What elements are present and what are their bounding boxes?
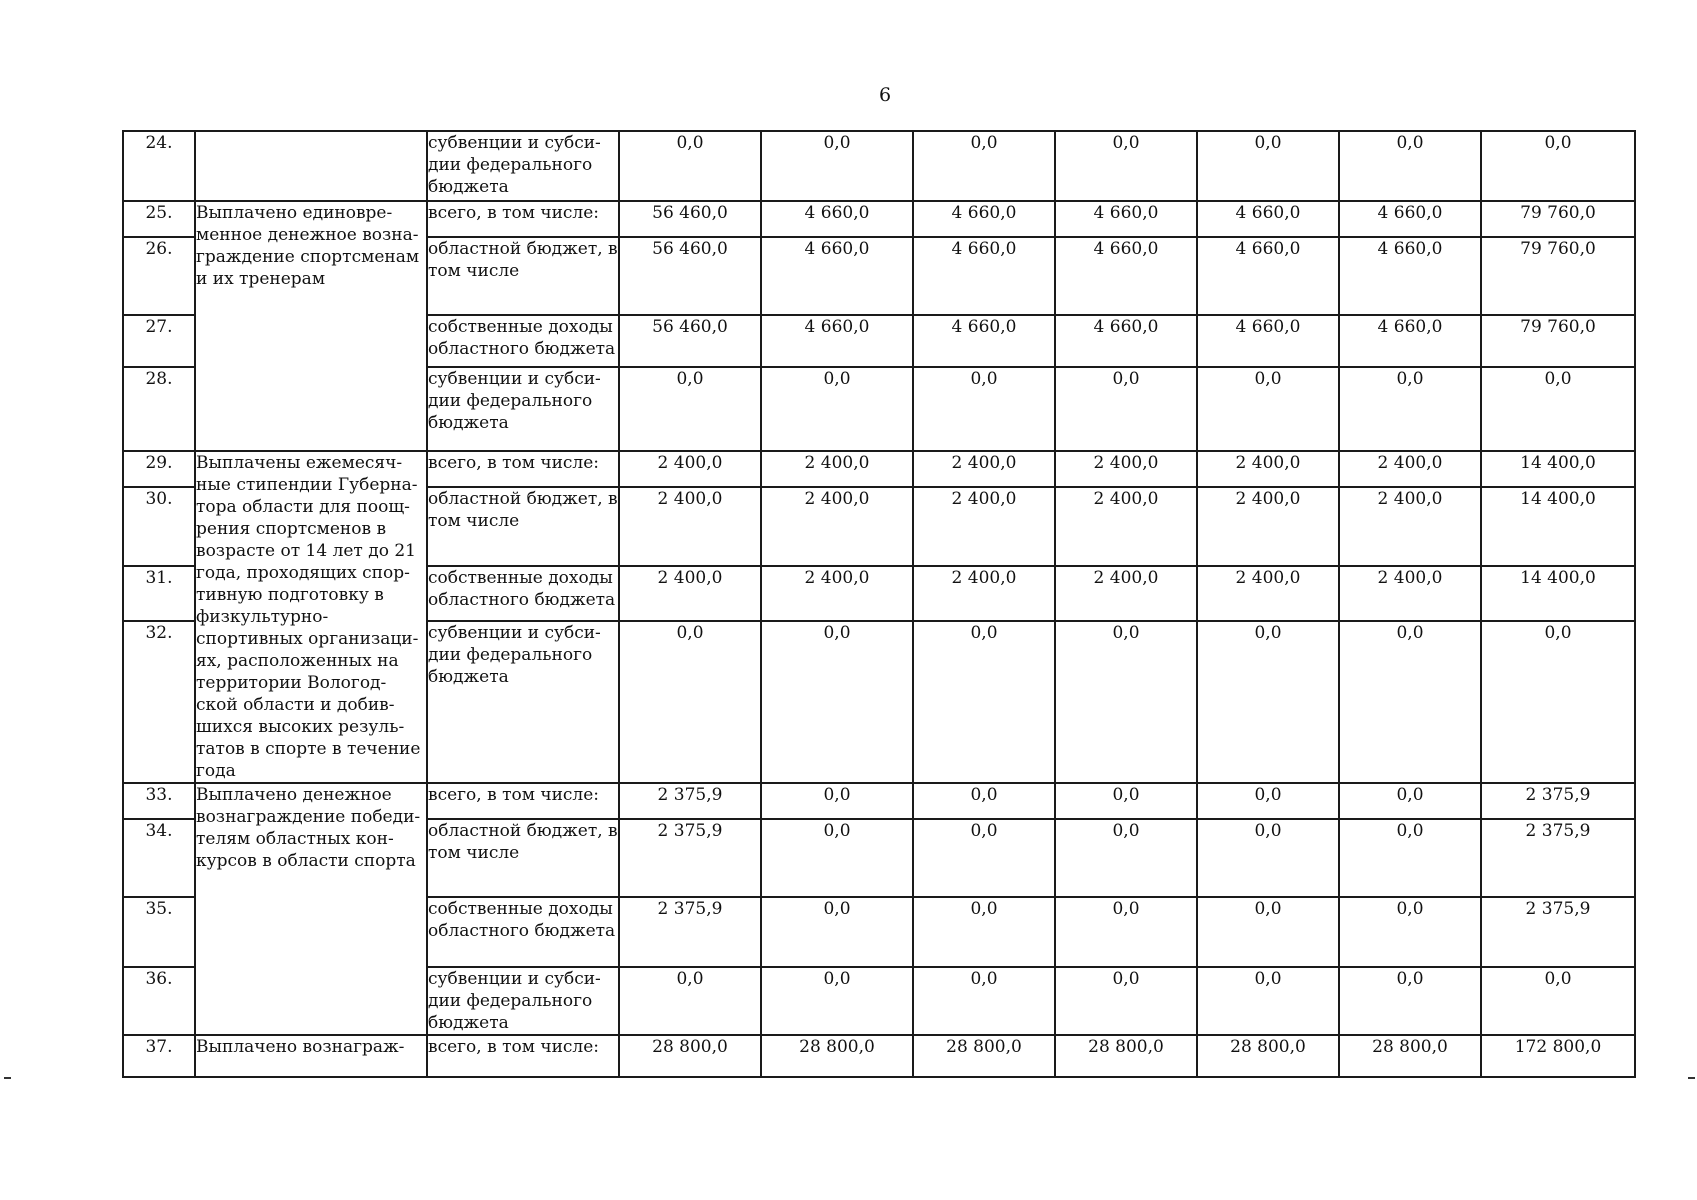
year-value-cell: 0,0 [761,131,913,201]
year-value-cell: 0,0 [761,783,913,819]
row-number: 24. [123,131,195,201]
year-value-cell: 2 400,0 [619,451,761,487]
year-value-cell: 0,0 [1339,621,1481,783]
table-row [123,783,1635,819]
year-value-cell: 28 800,0 [619,1035,761,1077]
year-value-cell: 0,0 [761,819,913,897]
funding-source: областной бюджет, в том числе [427,819,619,897]
year-value-cell: 4 660,0 [1197,237,1339,315]
row-number: 26. [123,237,195,315]
year-value-cell: 0,0 [1197,819,1339,897]
year-value-cell: 2 400,0 [1197,451,1339,487]
year-value-cell: 0,0 [913,131,1055,201]
year-value-cell: 0,0 [1197,897,1339,967]
year-value-cell: 0,0 [1197,621,1339,783]
total-value-cell: 2 375,9 [1481,783,1635,819]
year-value-cell: 0,0 [1055,783,1197,819]
funding-source: областной бюджет, в том числе [427,487,619,566]
year-value-cell: 0,0 [913,783,1055,819]
funding-source: субвенции и субси-дии федерального бюджета [427,967,619,1035]
activity-description: Выплачены ежемесяч-ные стипендии Губерна-тора области для поощ-рения спортсменов в возрасте от 14 лет до 21 года, проходящих спор-тивную подготовку в физкультурно-спортивных организаци-ях, расположенных на территории Вологод-ской области и добив-шихся высоких резуль-татов в спорте в течение года [195,451,427,783]
row-number: 31. [123,566,195,621]
scan-edge-mark-left [4,1077,11,1079]
funding-source: всего, в том числе: [427,201,619,237]
year-value-cell: 4 660,0 [913,237,1055,315]
year-value-cell: 2 400,0 [1339,487,1481,566]
year-value-cell: 2 375,9 [619,783,761,819]
total-value-cell: 0,0 [1481,131,1635,201]
year-value-cell: 4 660,0 [913,315,1055,367]
table-row [123,201,1635,237]
year-value-cell: 0,0 [1339,783,1481,819]
year-value-cell: 2 400,0 [761,487,913,566]
scan-edge-mark-right [1688,1077,1695,1079]
year-value-cell: 2 400,0 [619,566,761,621]
year-value-cell: 0,0 [1055,131,1197,201]
funding-source: субвенции и субси-дии федерального бюджета [427,367,619,451]
row-number: 34. [123,819,195,897]
year-value-cell: 0,0 [1339,967,1481,1035]
year-value-cell: 0,0 [761,621,913,783]
year-value-cell: 0,0 [619,367,761,451]
total-value-cell: 2 375,9 [1481,897,1635,967]
activity-description: Выплачено единовре-менное денежное возна-граждение спортсменам и их тренерам [195,201,427,451]
row-number: 32. [123,621,195,783]
year-value-cell: 2 400,0 [1197,566,1339,621]
funding-source: собственные доходы областного бюджета [427,315,619,367]
row-number: 37. [123,1035,195,1077]
year-value-cell: 0,0 [913,621,1055,783]
row-number: 30. [123,487,195,566]
year-value-cell: 56 460,0 [619,315,761,367]
year-value-cell: 0,0 [913,967,1055,1035]
row-number: 27. [123,315,195,367]
year-value-cell: 0,0 [1339,131,1481,201]
year-value-cell: 4 660,0 [1055,201,1197,237]
funding-source: собственные доходы областного бюджета [427,566,619,621]
year-value-cell: 2 400,0 [913,487,1055,566]
year-value-cell: 4 660,0 [761,237,913,315]
year-value-cell: 0,0 [761,967,913,1035]
activity-description [195,131,427,201]
year-value-cell: 0,0 [1197,131,1339,201]
total-value-cell: 0,0 [1481,367,1635,451]
year-value-cell: 0,0 [619,621,761,783]
year-value-cell: 0,0 [913,819,1055,897]
total-value-cell: 14 400,0 [1481,487,1635,566]
funding-source: собственные доходы областного бюджета [427,897,619,967]
year-value-cell: 0,0 [1197,783,1339,819]
year-value-cell: 28 800,0 [913,1035,1055,1077]
year-value-cell: 2 400,0 [1197,487,1339,566]
page-number: 6 [878,84,892,106]
total-value-cell: 79 760,0 [1481,201,1635,237]
year-value-cell: 0,0 [1197,967,1339,1035]
year-value-cell: 0,0 [619,131,761,201]
year-value-cell: 2 375,9 [619,897,761,967]
year-value-cell: 4 660,0 [1055,315,1197,367]
year-value-cell: 0,0 [1339,819,1481,897]
year-value-cell: 2 400,0 [1055,487,1197,566]
year-value-cell: 4 660,0 [1339,201,1481,237]
year-value-cell: 4 660,0 [761,315,913,367]
year-value-cell: 2 400,0 [761,566,913,621]
year-value-cell: 2 400,0 [913,451,1055,487]
row-number: 29. [123,451,195,487]
table-row [123,1035,1635,1077]
year-value-cell: 0,0 [761,897,913,967]
funding-source: субвенции и субси-дии федерального бюджета [427,621,619,783]
year-value-cell: 28 800,0 [1055,1035,1197,1077]
table-row [123,451,1635,487]
year-value-cell: 0,0 [1197,367,1339,451]
total-value-cell: 0,0 [1481,967,1635,1035]
budget-table [122,130,1636,1078]
year-value-cell: 28 800,0 [761,1035,913,1077]
year-value-cell: 2 400,0 [913,566,1055,621]
year-value-cell: 2 400,0 [619,487,761,566]
row-number: 36. [123,967,195,1035]
year-value-cell: 0,0 [913,367,1055,451]
year-value-cell: 4 660,0 [761,201,913,237]
total-value-cell: 0,0 [1481,621,1635,783]
row-number: 33. [123,783,195,819]
year-value-cell: 28 800,0 [1339,1035,1481,1077]
year-value-cell: 0,0 [1339,897,1481,967]
total-value-cell: 14 400,0 [1481,566,1635,621]
year-value-cell: 0,0 [761,367,913,451]
total-value-cell: 79 760,0 [1481,237,1635,315]
year-value-cell: 4 660,0 [1339,237,1481,315]
year-value-cell: 0,0 [913,897,1055,967]
year-value-cell: 56 460,0 [619,201,761,237]
year-value-cell: 2 400,0 [1055,451,1197,487]
year-value-cell: 4 660,0 [1339,315,1481,367]
funding-source: всего, в том числе: [427,783,619,819]
activity-description: Выплачено вознаграж- [195,1035,427,1077]
year-value-cell: 2 400,0 [1339,566,1481,621]
year-value-cell: 0,0 [1055,367,1197,451]
year-value-cell: 4 660,0 [1055,237,1197,315]
total-value-cell: 79 760,0 [1481,315,1635,367]
year-value-cell: 0,0 [1055,967,1197,1035]
row-number: 28. [123,367,195,451]
row-number: 35. [123,897,195,967]
year-value-cell: 0,0 [1339,367,1481,451]
year-value-cell: 56 460,0 [619,237,761,315]
table-row [123,131,1635,201]
year-value-cell: 4 660,0 [1197,201,1339,237]
funding-source: всего, в том числе: [427,1035,619,1077]
year-value-cell: 4 660,0 [1197,315,1339,367]
total-value-cell: 172 800,0 [1481,1035,1635,1077]
funding-source: субвенции и субси-дии федерального бюджета [427,131,619,201]
funding-source: всего, в том числе: [427,451,619,487]
year-value-cell: 2 400,0 [1339,451,1481,487]
funding-source: областной бюджет, в том числе [427,237,619,315]
total-value-cell: 14 400,0 [1481,451,1635,487]
row-number: 25. [123,201,195,237]
year-value-cell: 4 660,0 [913,201,1055,237]
year-value-cell: 2 400,0 [1055,566,1197,621]
year-value-cell: 28 800,0 [1197,1035,1339,1077]
total-value-cell: 2 375,9 [1481,819,1635,897]
year-value-cell: 0,0 [1055,819,1197,897]
year-value-cell: 0,0 [1055,897,1197,967]
year-value-cell: 0,0 [1055,621,1197,783]
year-value-cell: 2 375,9 [619,819,761,897]
activity-description: Выплачено денежное вознаграждение победи-телям областных кон-курсов в области спорта [195,783,427,1035]
year-value-cell: 2 400,0 [761,451,913,487]
year-value-cell: 0,0 [619,967,761,1035]
